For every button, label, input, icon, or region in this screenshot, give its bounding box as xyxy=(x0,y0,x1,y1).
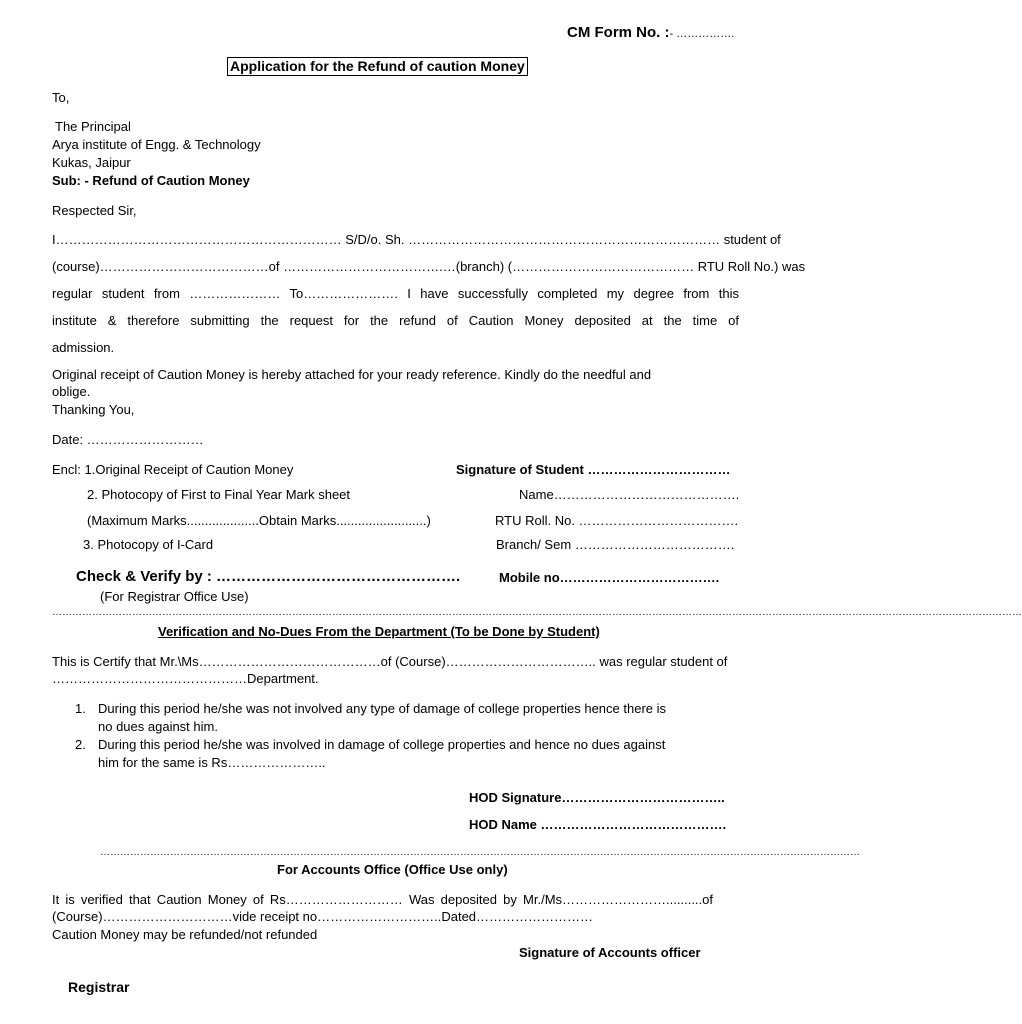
hod-name-text: HOD Name ……………………………………. xyxy=(469,817,727,832)
registrar-label: Registrar xyxy=(68,979,130,995)
accounts-officer-signature: Signature of Accounts officer xyxy=(519,945,701,960)
student-roll-no: RTU Roll. No. ………………………………. xyxy=(495,513,739,528)
hod-signature xyxy=(469,790,725,806)
hod-signature-text: HOD Signature……………………………….. xyxy=(469,790,725,805)
to-line: To, xyxy=(52,90,70,105)
student-signature-text: Signature of Student …………………………… xyxy=(456,462,731,477)
body-paragraph-line-4: institute & therefore submitting the request for the refund of Caution Money deposited at the time of xyxy=(52,313,739,328)
form-number-label: CM Form No. : xyxy=(567,24,670,41)
form-title: Application for the Refund of caution Money xyxy=(227,57,528,76)
enclosure-3: 3. Photocopy of I-Card xyxy=(83,537,214,552)
form-number-value: - ……………. xyxy=(669,28,735,40)
salutation: Respected Sir, xyxy=(52,203,137,218)
accounts-line-3: Caution Money may be refunded/not refunded xyxy=(52,927,318,942)
list-item-2-line-2: him for the same is Rs………………….. xyxy=(98,755,326,770)
enclosure-1: Encl: 1.Original Receipt of Caution Money xyxy=(52,462,294,477)
body-paragraph-line-2: (course)…………………………………of ……………………………….…(branch) (…………………………………… RTU Roll No.) was xyxy=(52,259,806,274)
body-paragraph-line-1: I………………………………………………………… S/D/o. Sh. ……………………………………………………………… student of xyxy=(52,232,781,247)
form-number xyxy=(567,24,734,43)
student-name: Name……………………………………. xyxy=(519,487,740,502)
student-branch-sem: Branch/ Sem ………………………………. xyxy=(496,537,735,552)
receipt-line-2: oblige. xyxy=(52,384,91,399)
student-signature xyxy=(456,462,730,478)
list-item-2-number: 2. xyxy=(75,737,86,752)
mobile-text: Mobile no………………………………. xyxy=(499,570,720,585)
separator-dotted-line-2: ………………………………………………………………………………………………………………………………………………………………………………………………………… xyxy=(100,847,860,858)
certify-line-2: ………………………………………Department. xyxy=(52,671,319,686)
list-item-1-number: 1. xyxy=(75,701,86,716)
check-verify-text: Check & Verify by : …………………………………………. xyxy=(76,568,461,585)
thanking-line: Thanking You, xyxy=(52,402,135,417)
enclosure-2-marks: (Maximum Marks....................Obtain Marks.........................) xyxy=(87,513,431,528)
registrar-office-use: (For Registrar Office Use) xyxy=(100,589,249,604)
list-item-1-line-1: During this period he/she was not involved any type of damage of college properties hence there is xyxy=(98,701,667,716)
body-paragraph-line-5: admission. xyxy=(52,340,115,355)
subject-line: Sub: - Refund of Caution Money xyxy=(52,173,250,188)
list-item-2-line-1: During this period he/she was involved in damage of college properties and hence no dues against xyxy=(98,737,666,752)
body-paragraph-line-3: regular student from ………………… To…………………. I have successfully completed my degree from this xyxy=(52,286,739,301)
receipt-line-1: Original receipt of Caution Money is hereby attached for your ready reference. Kindly do the needful and xyxy=(52,367,652,382)
hod-name xyxy=(469,817,726,833)
certify-line-1: This is Certify that Mr.\Ms……………………………………of (Course)…………………………….. was regular student of xyxy=(52,654,728,669)
enclosure-2: 2. Photocopy of First to Final Year Mark sheet xyxy=(87,487,351,502)
check-verify-line xyxy=(76,568,460,586)
accounts-line-2: (Course)…………………………vide receipt no………………………..Dated……………………… xyxy=(52,909,594,924)
mobile-line xyxy=(499,570,719,586)
accounts-section-heading: For Accounts Office (Office Use only) xyxy=(277,862,508,877)
accounts-line-1: It is verified that Caution Money of Rs……………………… Was deposited by Mr./Ms……………………..........of xyxy=(52,892,713,907)
date-line: Date: ……………………… xyxy=(52,432,204,447)
separator-dotted-line-1: ………………………………………………………………………………………………………………………………………………………………………………………………………………………………………………………………… xyxy=(52,607,1022,618)
address-line-1: The Principal xyxy=(55,119,131,134)
department-section-heading: Verification and No-Dues From the Department (To be Done by Student) xyxy=(158,624,600,639)
list-item-1-line-2: no dues against him. xyxy=(98,719,218,734)
address-line-3: Kukas, Jaipur xyxy=(52,155,131,170)
address-line-2: Arya institute of Engg. & Technology xyxy=(52,137,261,152)
